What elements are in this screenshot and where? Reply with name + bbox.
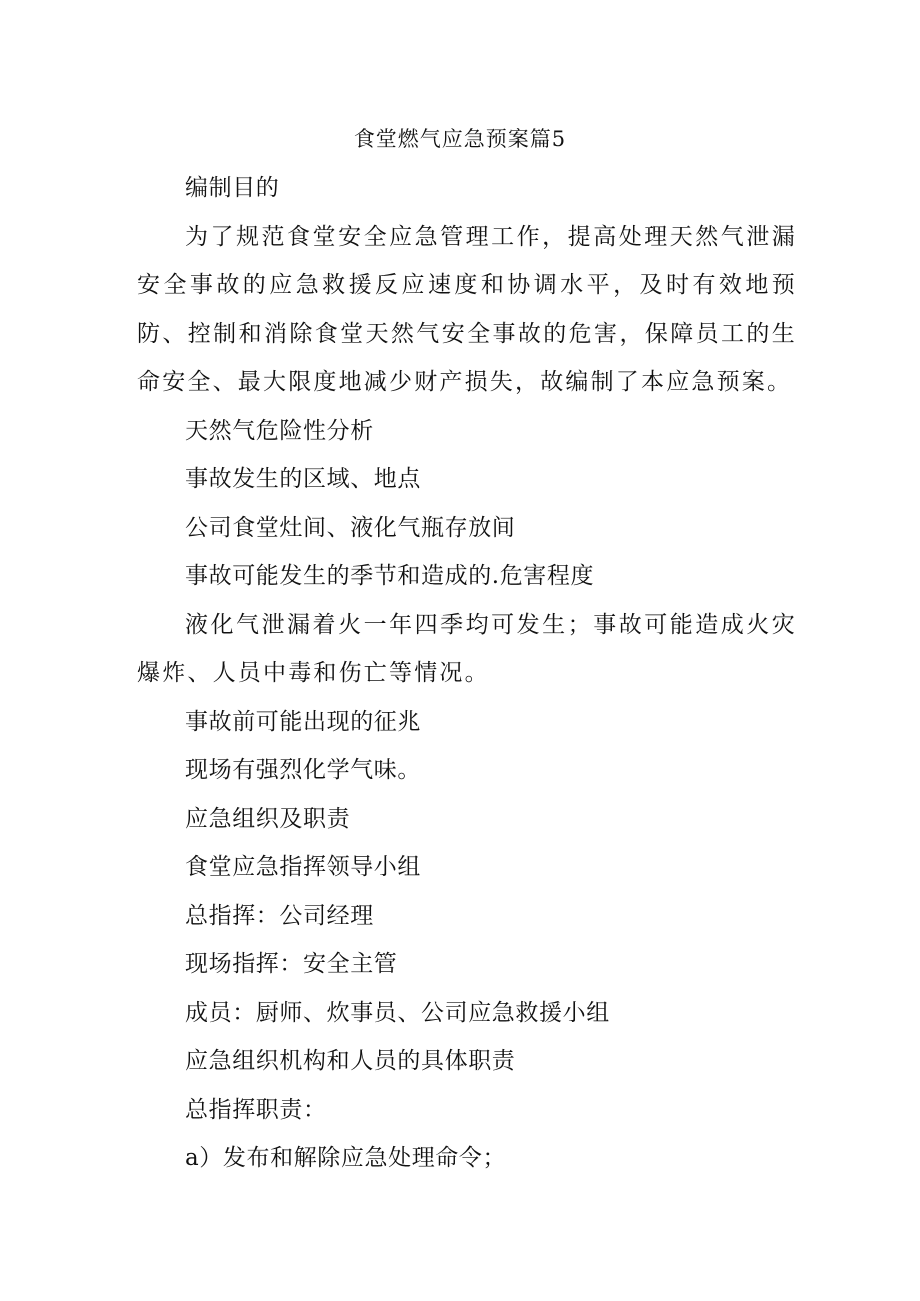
paragraph-location-text: 公司食堂灶间、液化气瓶存放间: [185, 514, 516, 541]
document-body: [137, 164, 797, 1183]
paragraph-leadership-group: 食堂应急指挥领导小组: [185, 854, 421, 880]
paragraph-signs-text: 现场有强烈化学气味。: [185, 757, 421, 783]
paragraph-duty-a: a）发布和解除应急处理命令；: [185, 1145, 507, 1171]
paragraph-purpose-text: 为了规范食堂安全应急管理工作，提高处理天然气泄漏安全事故的应急救援反应速度和协调水平，及时有效地预防、控制和消除食堂天然气安全事故的危害，保障员工的生命安全、最大限度地减少财产损失，故编制了本应急预案。: [137, 223, 797, 395]
paragraph-site-commander: 现场指挥：安全主管: [185, 951, 398, 977]
paragraph-members: 成员：厨师、炊事员、公司应急救援小组: [185, 999, 610, 1026]
paragraph-organization-heading: 应急组织及职责: [185, 805, 351, 832]
paragraph-hazard-heading: 天然气危险性分析: [185, 417, 374, 444]
document-title: 食堂燃气应急预案篇5: [353, 127, 567, 151]
paragraph-chief-duties: 总指挥职责：: [185, 1096, 327, 1123]
paragraph-purpose-heading: 编制目的: [185, 175, 280, 201]
paragraph-chief-commander: 总指挥：公司经理: [185, 902, 374, 929]
paragraph-duties-heading: 应急组织机构和人员的具体职责: [185, 1048, 516, 1074]
paragraph-season-heading: 事故可能发生的季节和造成的.危害程度: [185, 563, 595, 589]
paragraph-location-heading: 事故发生的区域、地点: [185, 466, 421, 492]
paragraph-season-text: 液化气泄漏着火一年四季均可发生；事故可能造成火灾爆炸、人员中毒和伤亡等情况。: [137, 611, 797, 686]
paragraph-signs-heading: 事故前可能出现的征兆: [185, 708, 421, 735]
